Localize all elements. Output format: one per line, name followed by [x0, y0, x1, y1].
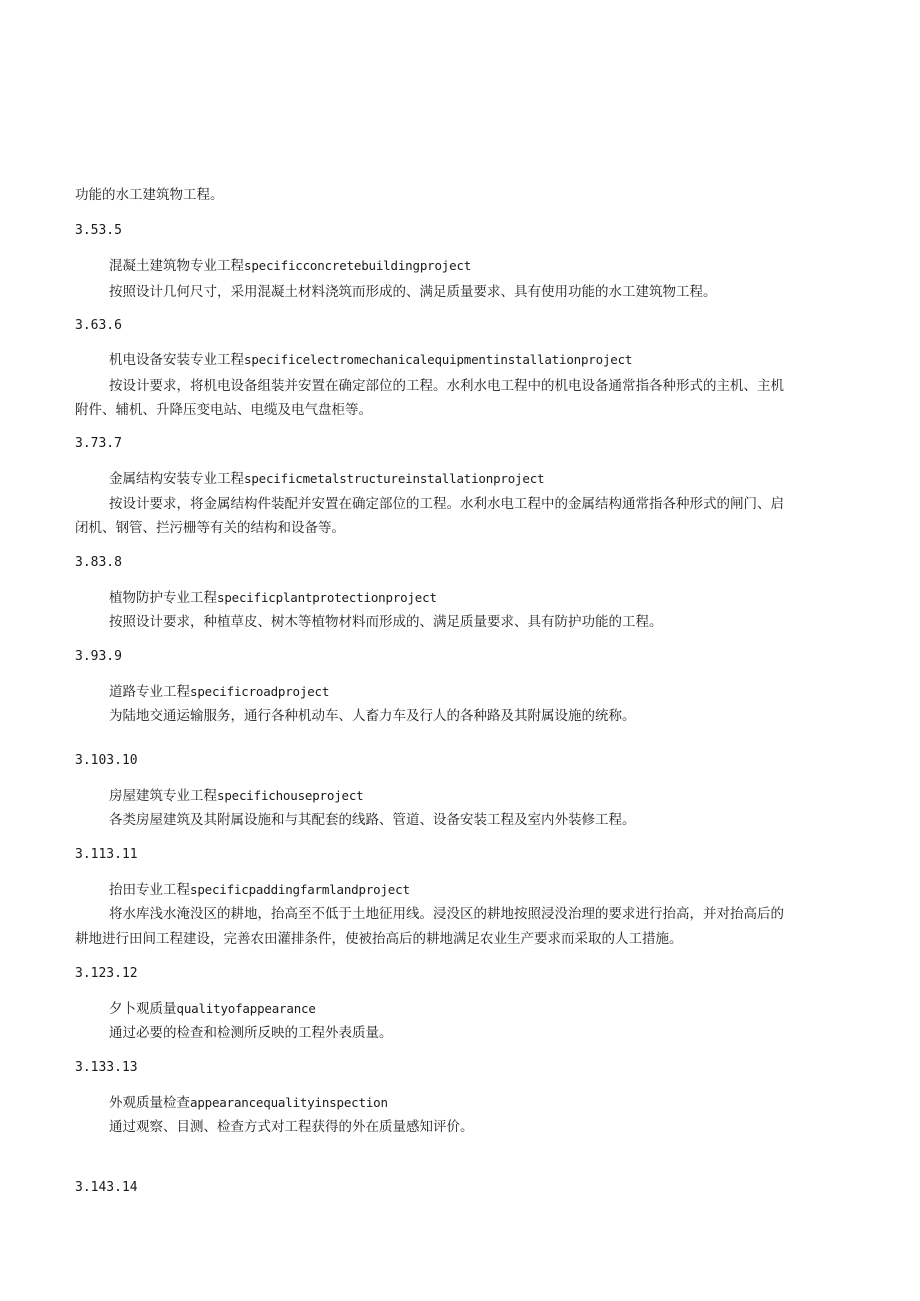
section-number: 3.83.8 — [75, 555, 122, 570]
section-number: 3.93.9 — [75, 649, 122, 664]
section-number: 3.113.11 — [75, 847, 138, 862]
term-en: specificelectromechanicalequipmentinstallationproject — [244, 352, 633, 367]
term-zh: 夕卜观质量 — [109, 1001, 177, 1017]
term-en: specificroadproject — [190, 684, 330, 699]
section-number: 3.103.10 — [75, 753, 138, 768]
term-en: specificmetalstructureinstallationproject — [244, 471, 545, 486]
definition-line: 耕地进行田间工程建设，完善农田灌排条件，使被抬高后的耕地满足农业生产要求而采取的人工措施。 — [75, 931, 683, 947]
term-zh: 道路专业工程 — [109, 684, 190, 700]
term-zh: 房屋建筑专业工程 — [109, 788, 217, 804]
section-number: 3.73.7 — [75, 436, 122, 451]
term-zh: 混凝土建筑物专业工程 — [109, 258, 244, 274]
section-number: 3.143.14 — [75, 1180, 138, 1195]
term-heading — [109, 1000, 316, 1018]
term-heading — [109, 351, 632, 369]
term-heading — [109, 1094, 388, 1112]
definition-line: 按照设计几何尺寸，采用混凝土材料浇筑而形成的、满足质量要求、具有使用功能的水工建筑物工程。 — [109, 284, 717, 300]
term-zh: 抬田专业工程 — [109, 882, 190, 898]
definition-line: 附件、辅机、升降压变电站、电缆及电气盘柜等。 — [75, 402, 372, 418]
intro-continuation: 功能的水工建筑物工程。 — [75, 187, 224, 203]
term-en: qualityofappearance — [176, 1001, 316, 1016]
section-number: 3.53.5 — [75, 223, 122, 238]
term-en: appearancequalityinspection — [190, 1095, 388, 1110]
term-en: specificpaddingfarmlandproject — [190, 882, 410, 897]
definition-line: 通过必要的检查和检测所反映的工程外表质量。 — [109, 1025, 393, 1041]
term-heading — [109, 589, 437, 607]
section-number: 3.63.6 — [75, 318, 122, 333]
definition-line: 闭机、钢管、拦污栅等有关的结构和设备等。 — [75, 520, 345, 536]
definition-line: 按设计要求，将机电设备组装并安置在确定部位的工程。水利水电工程中的机电设备通常指各种形式的主机、主机 — [109, 378, 784, 394]
section-number: 3.133.13 — [75, 1060, 138, 1075]
term-en: specificplantprotectionproject — [217, 590, 437, 605]
term-heading — [109, 787, 364, 805]
term-heading — [109, 683, 329, 701]
term-heading — [109, 881, 410, 899]
definition-line: 按设计要求，将金属结构件装配并安置在确定部位的工程。水利水电工程中的金属结构通常指各种形式的闸门、启 — [109, 496, 784, 512]
term-en: specificconcretebuildingproject — [244, 258, 472, 273]
section-number: 3.123.12 — [75, 966, 138, 981]
definition-line: 各类房屋建筑及其附属设施和与其配套的线路、管道、设备安装工程及室内外装修工程。 — [109, 812, 636, 828]
term-zh: 金属结构安装专业工程 — [109, 471, 244, 487]
definition-line: 为陆地交通运输服务，通行各种机动车、人畜力车及行人的各种路及其附属设施的统称。 — [109, 708, 636, 724]
term-zh: 植物防护专业工程 — [109, 590, 217, 606]
definition-line: 按照设计要求，种植草皮、树木等植物材料而形成的、满足质量要求、具有防护功能的工程。 — [109, 614, 663, 630]
term-heading — [109, 257, 471, 275]
definition-line: 将水库浅水淹没区的耕地，抬高至不低于土地征用线。浸没区的耕地按照浸没治理的要求进行抬高，并对抬高后的 — [109, 906, 784, 922]
term-en: specifichouseproject — [217, 788, 364, 803]
term-zh: 机电设备安装专业工程 — [109, 352, 244, 368]
term-heading — [109, 470, 544, 488]
term-zh: 外观质量检查 — [109, 1095, 190, 1111]
definition-line: 通过观察、目测、检查方式对工程获得的外在质量感知评价。 — [109, 1119, 474, 1135]
